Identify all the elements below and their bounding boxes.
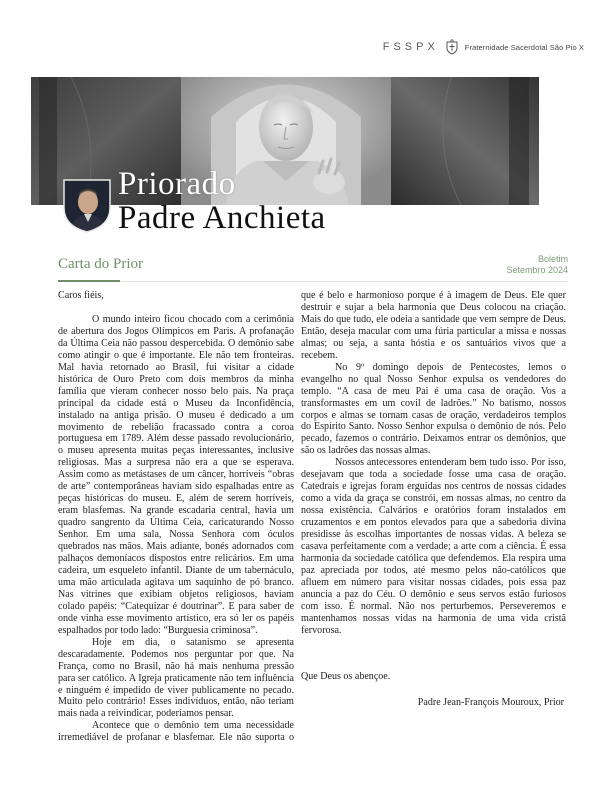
letter-column-right — [301, 290, 566, 709]
letter-closing: Que Deus os abençoe. — [301, 670, 391, 682]
letter-paragraph-3-continued: que é belo e harmonioso porque é à imagem de Deus. Ele quer destruir e sujar a bela harmonia que Deus colocou na criação. Mais do que tudo, ele odeia a santidade que vem sempre de Deus. Então, deseja macular com uma fúria particular a missa e nossas almas; ou seja, a santa hóstia e os santuários vivos que a recebem. — [301, 290, 566, 361]
fsspx-logo-text: FSSPX — [382, 41, 439, 53]
letter-paragraph-3: Acontece que o demônio tem uma necessidade irremediável de profanar e blasfemar. Ele não suporta o — [58, 720, 294, 744]
fraternity-name: Fraternidade Sacerdotal São Pio X — [464, 42, 584, 52]
section-divider — [58, 281, 568, 282]
letter-column-left — [58, 290, 294, 744]
bulletin-info — [506, 254, 568, 276]
letter-paragraph-4: No 9º domingo depois de Pentecostes, lemos o evangelho no qual Nosso Senhor expulsa os vendedores do templo. “A casa de meu Pai é uma casa de oração. Vos a transformastes em um covil de ladrões.” No batismo, nossos corpos e almas se tornam casas de oração, verdadeiros templos do Espírito Santo. Nosso Senhor expulsa o demônio de nós. Pelo pecado, fazemos o contrário. Deixamos entrar os demônios, que são os ladrões das nossas almas. — [301, 361, 566, 457]
letter-signature: Padre Jean-François Mouroux, Prior — [417, 696, 564, 708]
masthead-title-line2: Padre Anchieta — [118, 200, 326, 236]
prior-portrait-shield — [62, 178, 112, 234]
letter-paragraph-2: Hoje em dia, o satanismo se apresenta descaradamente. Podemos nos perguntar por que. Na França, como no Brasil, não há mais nenhuma pressão para ser católico. A Igreja praticamente não tem influência e ninguém é impedido de viver publicamente no pecado. Muito pelo contrário! Esses indivíduos, então, não teriam mais nada a reivindicar, poderíamos pensar. — [58, 636, 294, 720]
bulletin-label: Boletim — [537, 254, 568, 264]
masthead-title-line1: Priorado — [118, 166, 236, 202]
fraternity-crest-icon — [445, 39, 459, 55]
bulletin-date: Setembro 2024 — [506, 265, 568, 275]
letter-paragraph-5: Nossos antecessores entenderam bem tudo isso. Por isso, desejavam que toda a sociedade fosse uma casa de oração. Catedrais e igrejas foram erguidas nos centros de nossas cidades como a vida da graça se constrói, em nossas almas, no centro da nossa existência. Calvários e oratórios foram instalados em cruzamentos e em pontos elevados para que a sabedoria divina presidisse às escolhas importantes de nossas vidas. A beleza se casava perfeitamente com a verdade; a arte com a ciência. É essa harmonia da sociedade católica que defendemos. Ela respira uma paz apreciada por todos, até mesmo pelos não-católicos que afluem em número para visitar nossas cidades, pois essa paz anuncia a paz do Céu. O demônio e seus servos estão furiosos com isso. É normal. Não nos perturbemos. Perseveremos e mantenhamos nossas vidas na harmonia de uma vida cristã fervorosa. — [301, 457, 566, 636]
section-title: Carta do Prior — [58, 256, 143, 272]
letter-paragraph-1: O mundo inteiro ficou chocado com a cerimônia de abertura dos Jogos Olímpicos em Paris. A profanação da Última Ceia não passou despercebida. O demônio sabe como atingir o que é importante. Ele não tem fronteiras. Mal havia retornado ao Brasil, fui visitar a cidade histórica de Ouro Preto com dois membros da minha família que vieram conhecer nosso belo país. Na praça principal da cidade está o Museu da Inconfidência, instalado na antiga prisão. O museu é dedicado a um movimento de rebelião fracassado contra a coroa portuguesa em 1789. Além desse passado revolucionário, o museu apresenta muitas peças interessantes, inclusive religiosas. Mas a surpresa não era a que se esperava. Assim como as metástases de um câncer, horríveis “obras de arte” contemporâneas haviam sido espalhadas entre as peças históricas do museu. E, além de serem horríveis, eram blasfemas. Na grande escadaria central, havia um quadro sangrento da Última Ceia, caricaturando Nosso Senhor. Em uma sala, Nossa Senhora com óculos quebrados nas mãos. Mais adiante, bonés adornados com palhaços demoníacos dispostos entre relicários. Em uma cadeira, um esqueleto infantil. Diante de um tabernáculo, uma mão articulada agitava um saquinho de pó branco. Nas vitrines que exibiam objetos religiosos, haviam colado papéis: “Catequizar é doutrinar”. E para saber de onde vinha esse movimento artístico, era só ler os papéis espalhados por todo lado: “Burguesia criminosa”. — [58, 313, 294, 636]
section-accent-rule — [58, 280, 120, 282]
header-logo-bar — [383, 38, 584, 56]
letter-greeting: Caros fiéis, — [58, 290, 104, 301]
